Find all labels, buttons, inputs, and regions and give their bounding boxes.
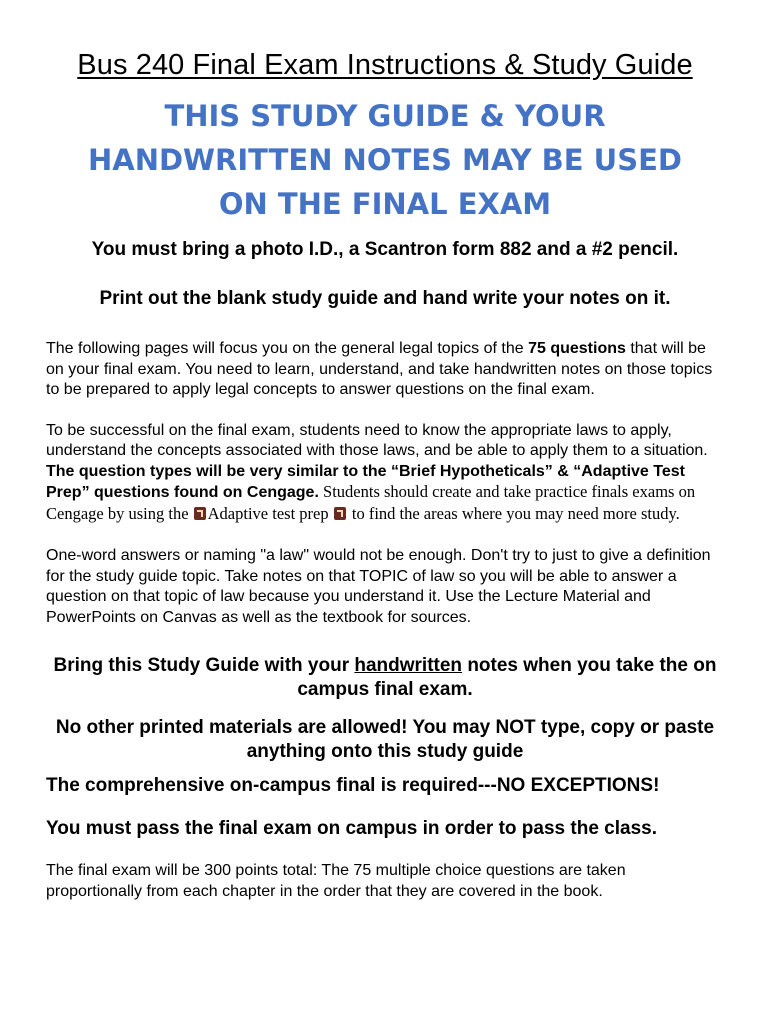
question-types-text: The question types will be very similar to the “Brief Hypotheticals” & “Adaptive Test Prep” questions found on Cengage. bbox=[46, 462, 685, 501]
must-pass-text: You must pass the final exam on campus in order to pass the class. bbox=[46, 818, 657, 839]
practice-text-3: to find the areas where you may need more study. bbox=[347, 503, 680, 523]
topics-text-2: that will be on your final exam. You need to learn, understand, and take handwritten notes on those topics to be prepared to apply legal concepts to answer questions on the final exam. bbox=[46, 340, 713, 398]
banner-line-3: ON THE FINAL EXAM bbox=[218, 187, 552, 221]
bring-guide-2: notes when you take the on campus final exam. bbox=[297, 655, 717, 700]
practice-text-2: Adaptive test prep bbox=[207, 503, 333, 523]
practice-text-1: Students should create and take practice finals exams on Cengage by using the bbox=[46, 482, 696, 523]
question-count: 75 questions bbox=[528, 340, 626, 357]
handwritten-emphasis: handwritten bbox=[354, 655, 463, 676]
notes-allowed-banner bbox=[46, 94, 724, 226]
bring-guide-1: Bring this Study Guide with your bbox=[53, 655, 355, 676]
adaptive-test-prep-icon bbox=[194, 507, 206, 520]
required-text: The comprehensive on-campus final is required---NO EXCEPTIONS! bbox=[46, 775, 660, 796]
bring-items-text: You must bring a photo I.D., a Scantron form 882 and a #2 pencil. bbox=[91, 239, 679, 260]
print-instruction-text: Print out the blank study guide and hand write your notes on it. bbox=[99, 288, 671, 309]
bring-guide-text bbox=[46, 654, 724, 702]
banner-line-2: HANDWRITTEN NOTES MAY BE USED bbox=[87, 143, 683, 177]
success-paragraph bbox=[46, 421, 724, 526]
points-paragraph: The final exam will be 300 points total: The 75 multiple choice questions are taken proportionally from each chapter in the order that they are covered in the book. bbox=[46, 862, 626, 900]
answers-paragraph: One-word answers or naming "a law" would not be enough. Don't try to just to give a definition for the study guide topic. Take notes on that TOPIC of law so you will be able to answer a question on that topic of law because you understand it. Use the Lecture Material and PowerPoints on Canvas as well as the textbook for sources. bbox=[46, 547, 711, 626]
topics-paragraph bbox=[46, 339, 724, 401]
document-title: Bus 240 Final Exam Instructions & Study Guide bbox=[77, 49, 693, 81]
banner-line-1: THIS STUDY GUIDE & YOUR bbox=[164, 99, 606, 133]
topics-text-1: The following pages will focus you on the general legal topics of the bbox=[46, 340, 529, 357]
no-printed-text: No other printed materials are allowed! You may NOT type, copy or paste anything onto this study guide bbox=[55, 717, 715, 762]
success-text: To be successful on the final exam, students need to know the appropriate laws to apply, understand the concepts associated with those laws, and be able to apply them to a situation. bbox=[46, 421, 708, 459]
adaptive-test-prep-icon bbox=[334, 507, 346, 520]
